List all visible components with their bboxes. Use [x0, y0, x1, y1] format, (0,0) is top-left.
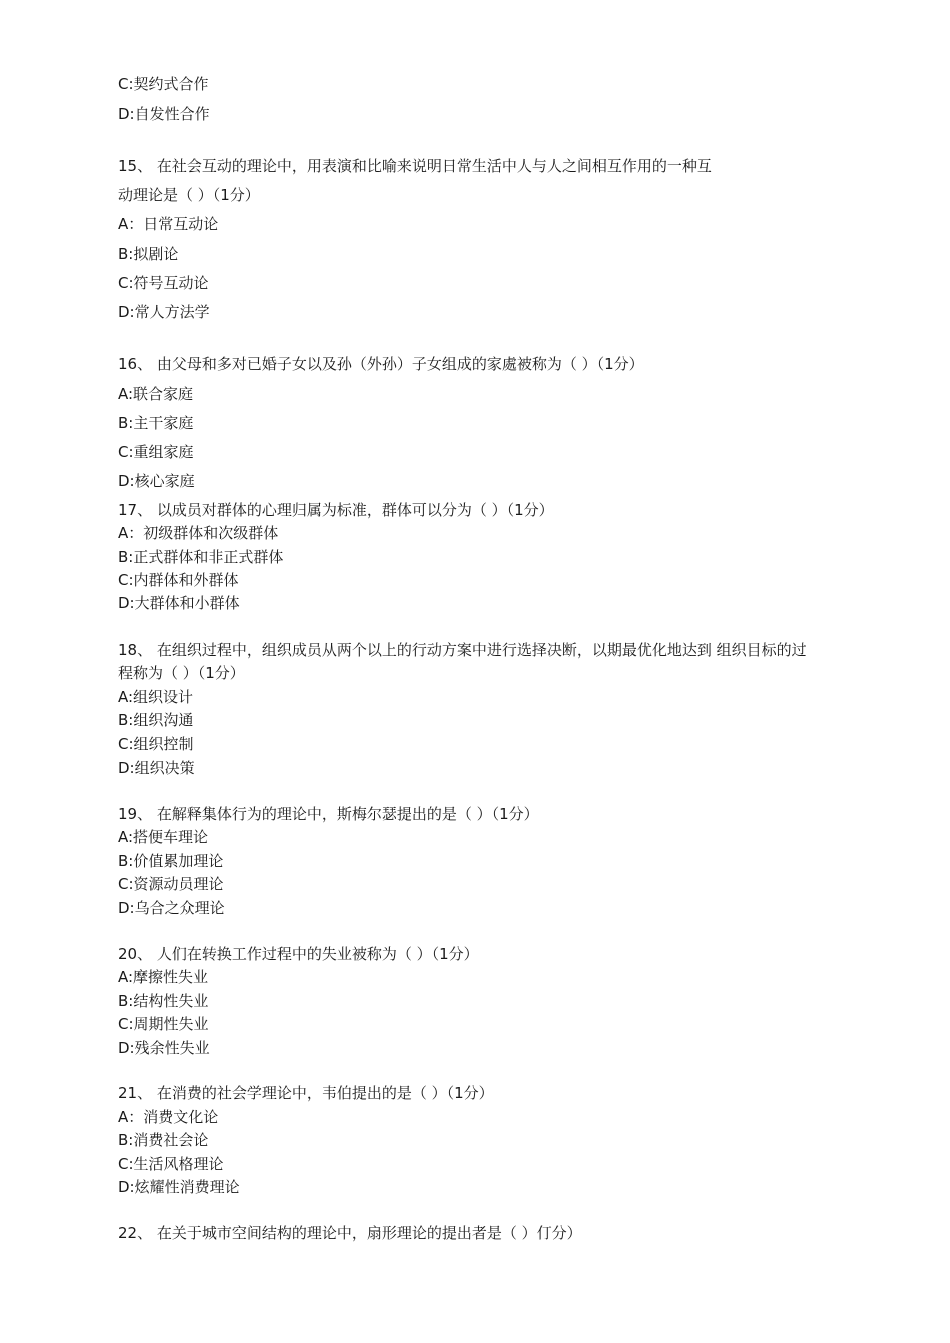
- option-d-q19: D:乌合之众理论: [118, 899, 225, 917]
- option-d-q18: D:组织决策: [118, 759, 195, 777]
- question-22-text: 22、 在关于城市空间结构的理论中，扇形理论的提出者是（ ）仃分）: [118, 1224, 582, 1242]
- question-19-text: 19、 在解释集体行为的理论中，斯梅尔瑟提出的是（ ）（1分）: [118, 805, 539, 823]
- option-b-q16: B:主干家庭: [118, 414, 194, 432]
- option-d-q20: D:残余性失业: [118, 1039, 210, 1057]
- option-b-q20: B:结构性失业: [118, 992, 209, 1010]
- option-d-q21: D:炫耀性消费理论: [118, 1178, 240, 1196]
- option-a-q16: A:联合家庭: [118, 385, 194, 403]
- question-18-text: 18、 在组织过程中，组织成员从两个以上的行动方案中进行选择决断，以期最优化地达到 组织目标的过: [118, 641, 807, 659]
- option-b-q15: B:拟剧论: [118, 245, 179, 263]
- question-21-text: 21、 在消费的社会学理论中，韦伯提出的是（ ）（1分）: [118, 1084, 494, 1102]
- option-b-q18: B:组织沟通: [118, 711, 194, 729]
- option-c-q17: C:内群体和外群体: [118, 571, 239, 589]
- option-c-q15: C:符号互动论: [118, 274, 209, 292]
- option-d-q17: D:大群体和小群体: [118, 594, 240, 612]
- option-c-q18: C:组织控制: [118, 735, 194, 753]
- option-c-q20: C:周期性失业: [118, 1015, 209, 1033]
- option-c-q21: C:生活风格理论: [118, 1155, 224, 1173]
- option-b-q21: B:消费社会论: [118, 1131, 209, 1149]
- option-a-q19: A:搭便车理论: [118, 828, 209, 846]
- option-b-q19: B:价值累加理论: [118, 852, 224, 870]
- question-16-text: 16、 由父母和多对已婚子女以及孙（外孙）子女组成的家處被称为（ ）（1分）: [118, 355, 644, 373]
- option-a-q21: A：消费文化论: [118, 1108, 219, 1126]
- option-d-q15: D:常人方法学: [118, 303, 210, 321]
- option-a-q18: A:组织设计: [118, 688, 194, 706]
- option-d-q16: D:核心家庭: [118, 472, 195, 490]
- option-a-q17: A：初级群体和次级群体: [118, 524, 279, 542]
- question-15-text: 15、 在社会互动的理论中，用表演和比喻来说明日常生活中人与人之间相互作用的一种互: [118, 157, 712, 175]
- option-c-q14: C:契约式合作: [118, 75, 209, 93]
- option-d-q14: D:自发性合作: [118, 105, 210, 123]
- option-b-q17: B:正式群体和非正式群体: [118, 548, 284, 566]
- question-20-text: 20、 人们在转换工作过程中的失业被称为（ ）（1分）: [118, 945, 479, 963]
- option-c-q19: C:资源动员理论: [118, 875, 224, 893]
- question-18-text-cont: 程称为（ ）（1分）: [118, 664, 245, 682]
- option-a-q20: A:摩擦性失业: [118, 968, 209, 986]
- option-c-q16: C:重组家庭: [118, 443, 194, 461]
- option-a-q15: A：日常互动论: [118, 215, 219, 233]
- question-17-text: 17、 以成员对群体的心理归属为标准，群体可以分为（ ）（1分）: [118, 501, 554, 519]
- question-15-text-cont: 动理论是（ ）（1分）: [118, 186, 260, 204]
